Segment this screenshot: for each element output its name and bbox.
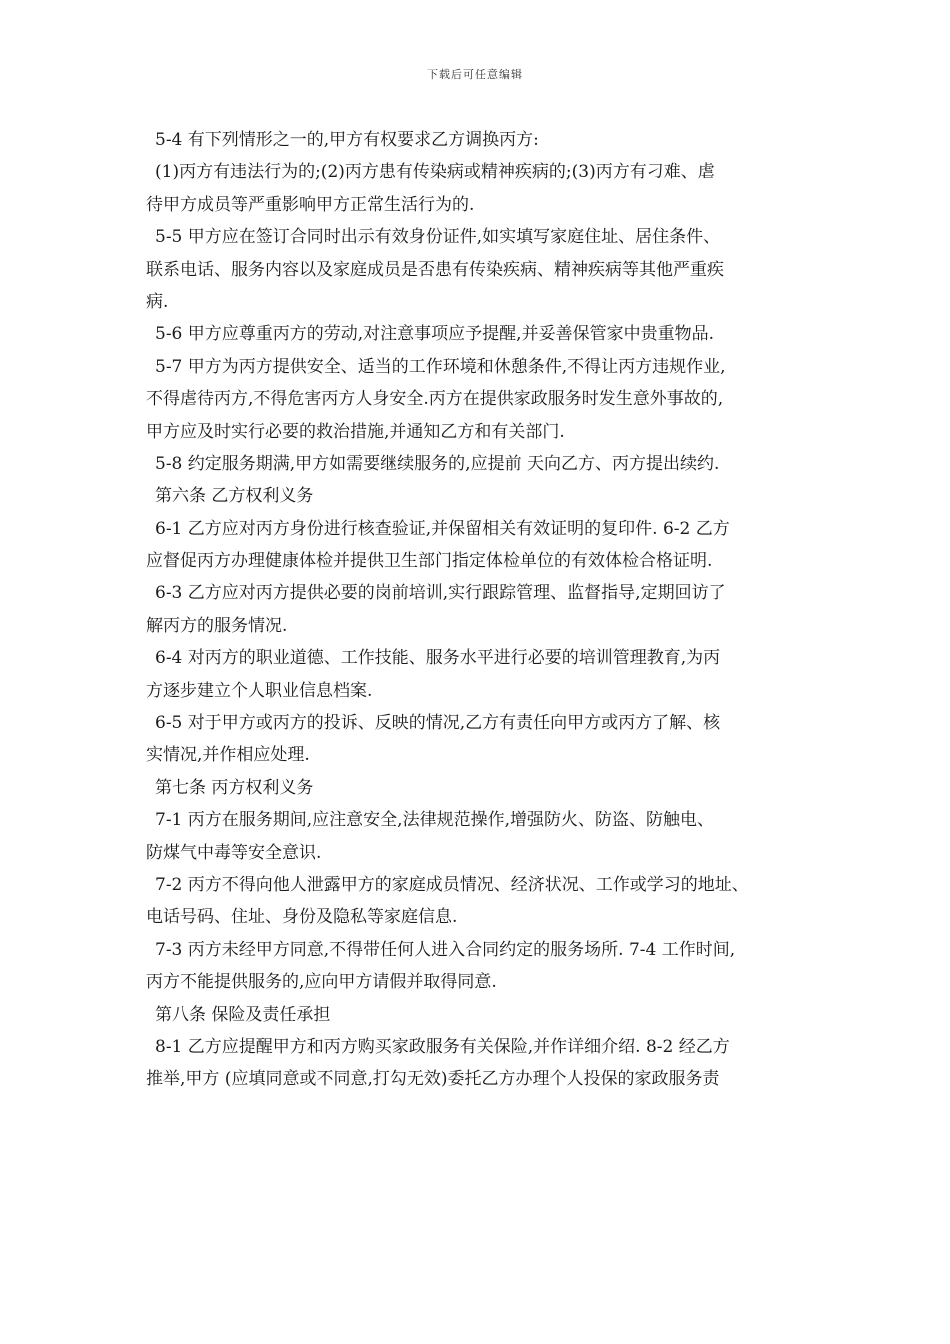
text-line: 解丙方的服务情况.	[146, 615, 288, 636]
text-line: 实情况,并作相应处理.	[146, 745, 310, 766]
text-line: 应督促丙方办理健康体检并提供卫生部门指定体检单位的有效体检合格证明.	[146, 551, 713, 572]
text-line: 第七条 丙方权利义务	[155, 777, 314, 798]
text-line: 7-2 丙方不得向他人泄露甲方的家庭成员情况、经济状况、工作或学习的地址、	[155, 874, 749, 895]
text-line: 5-5 甲方应在签订合同时出示有效身份证件,如实填写家庭住址、居住条件、	[155, 227, 721, 248]
text-line: 6-4 对丙方的职业道德、工作技能、服务水平进行必要的培训管理教育,为丙	[155, 648, 721, 669]
text-line: 5-7 甲方为丙方提供安全、适当的工作环境和休憩条件,不得让丙方违规作业,	[155, 356, 726, 377]
text-line: 待甲方成员等严重影响甲方正常生活行为的.	[146, 194, 475, 215]
text-line: 甲方应及时实行必要的救治措施,并通知乙方和有关部门.	[146, 421, 565, 442]
text-line: 6-1 乙方应对丙方身份进行核查验证,并保留相关有效证明的复印件. 6-2 乙方	[155, 518, 730, 539]
text-line: 8-1 乙方应提醒甲方和丙方购买家政服务有关保险,并作详细介绍. 8-2 经乙方	[155, 1036, 730, 1057]
text-line: 7-1 丙方在服务期间,应注意安全,法律规范操作,增强防火、防盗、防触电、	[155, 810, 714, 831]
text-line: 7-3 丙方未经甲方同意,不得带任何人进入合同约定的服务场所. 7-4 工作时间,	[155, 939, 736, 960]
text-line: 病.	[146, 291, 169, 312]
text-line: 不得虐待丙方,不得危害丙方人身安全.丙方在提供家政服务时发生意外事故的,	[146, 389, 724, 410]
text-line: 第六条 乙方权利义务	[155, 486, 314, 507]
document-body	[146, 124, 812, 1096]
text-line: 联系电话、服务内容以及家庭成员是否患有传染疾病、精神疾病等其他严重疾	[146, 259, 724, 280]
text-line: 6-5 对于甲方或丙方的投诉、反映的情况,乙方有责任向甲方或丙方了解、核	[155, 713, 721, 734]
text-line: 5-6 甲方应尊重丙方的劳动,对注意事项应予提醒,并妥善保管家中贵重物品.	[155, 324, 714, 345]
text-line: 防煤气中毒等安全意识.	[146, 842, 322, 863]
page-header: 下载后可任意编辑	[427, 68, 523, 81]
text-line: 电话号码、住址、身份及隐私等家庭信息.	[146, 907, 458, 928]
text-line: 5-4 有下列情形之一的,甲方有权要求乙方调换丙方:	[155, 130, 539, 150]
text-line: 丙方不能提供服务的,应向甲方请假并取得同意.	[146, 972, 497, 993]
text-line: 推举,甲方 (应填同意或不同意,打勾无效)委托乙方办理个人投保的家政服务责	[146, 1069, 720, 1090]
text-line: 6-3 乙方应对丙方提供必要的岗前培训,实行跟踪管理、监督指导,定期回访了	[155, 583, 726, 604]
text-line: 方逐步建立个人职业信息档案.	[146, 680, 373, 701]
text-line: (1)丙方有违法行为的;(2)丙方患有传染病或精神疾病的;(3)丙方有刁难、虐	[155, 162, 715, 183]
text-line: 5-8 约定服务期满,甲方如需要继续服务的,应提前 天向乙方、丙方提出续约.	[155, 453, 720, 474]
text-line: 第八条 保险及责任承担	[155, 1004, 331, 1025]
